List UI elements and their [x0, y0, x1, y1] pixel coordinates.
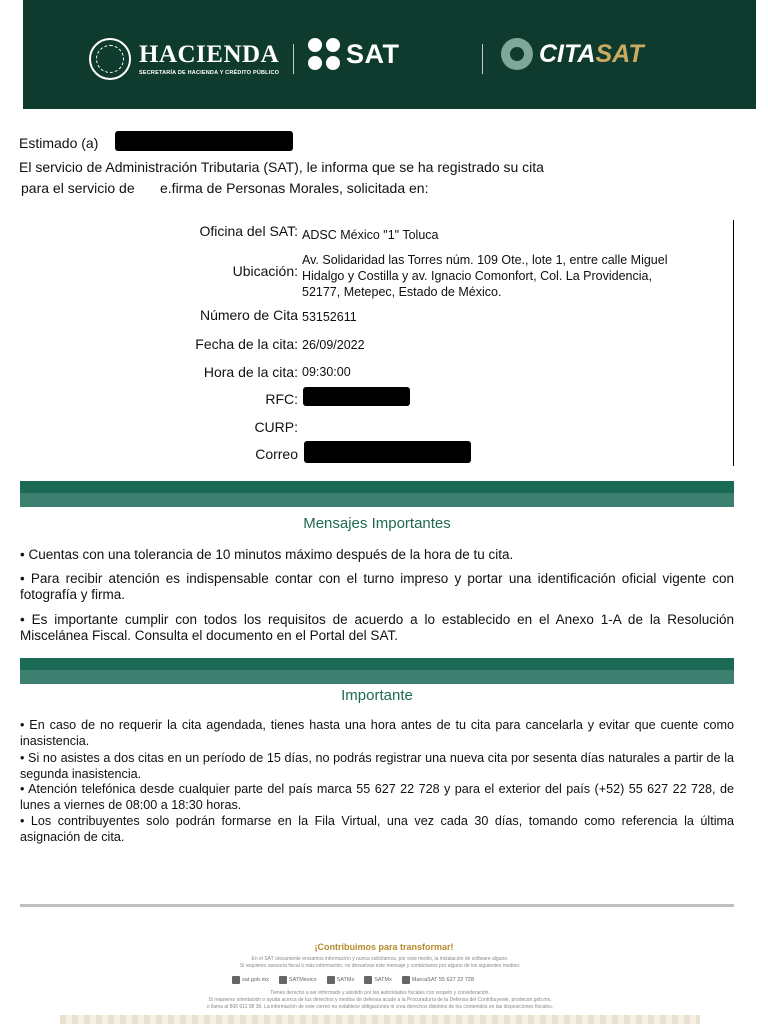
youtube-icon	[364, 976, 372, 984]
intro-line-2a: para el servicio de	[21, 180, 135, 196]
social-facebook[interactable]: SATMexico	[279, 976, 317, 984]
hacienda-name: HACIENDA	[139, 41, 280, 68]
importante-item-4: • Los contribuyentes solo podrán formarse en la Fila Virtual, una vez cada 30 días, tomando como referencia la última asignación de cita.	[20, 814, 734, 844]
hacienda-logo	[89, 38, 279, 80]
social-twitter[interactable]: SATMx	[327, 976, 355, 984]
hora-cita-label: Hora de la cita:	[203, 364, 298, 380]
sat-logo-text: SAT	[346, 38, 400, 69]
social-marcasat[interactable]: MarcaSAT 55 627 22 728	[402, 976, 474, 984]
national-seal-icon	[89, 38, 131, 80]
social-youtube[interactable]: SATMx	[364, 976, 392, 984]
numero-cita-value: 53152611	[302, 310, 357, 324]
footer-note-3: Tienes derecho a ser informado y asistido por las autoridades fiscales con respeto y consideración.	[270, 990, 490, 996]
ubicacion-value	[302, 252, 667, 300]
curp-label: CURP:	[254, 419, 298, 435]
ubicacion-line-1: Av. Solidaridad las Torres núm. 109 Ote., lote 1, entre calle Miguel	[302, 253, 668, 267]
oficina-value: ADSC México "1" Toluca	[302, 228, 439, 242]
section-bar	[20, 658, 734, 670]
redacted-name	[115, 131, 293, 151]
rfc-label: RFC:	[265, 391, 298, 407]
twitter-icon	[327, 976, 335, 984]
footer-divider	[20, 904, 734, 907]
importante-title: Importante	[341, 687, 413, 704]
footer-note-2: Si requieres asesoría fiscal o más información, no devuelvas este mensaje y contáctanos por alguno de los siguientes medios:	[239, 963, 521, 969]
citasat-text-b: SAT	[595, 39, 644, 68]
phone-icon	[402, 976, 410, 984]
intro-line-1: El servicio de Administración Tributaria (SAT), le informa que se ha registrado su cita	[19, 159, 544, 175]
hacienda-subtitle: SECRETARÍA DE HACIENDA Y CRÉDITO PÚBLICO	[139, 70, 280, 76]
footer-note-1: En el SAT únicamente enviamos información y nunca solicitamos, por este medio, la instalación de software alguno.	[251, 956, 509, 962]
details-border	[733, 220, 734, 466]
salutation: Estimado (a)	[19, 135, 99, 151]
fecha-cita-value: 26/09/2022	[302, 338, 365, 352]
ubicacion-line-3: 52177, Metepec, Estado de México.	[302, 285, 502, 299]
section-bar	[20, 481, 734, 493]
mensaje-item-3: • Es importante cumplir con todos los requisitos de acuerdo a lo establecido en el Anexo 1-A de la Resolución Miscelánea Fiscal. Consulta el documento en el Portal del SAT.	[20, 612, 734, 643]
oficina-label: Oficina del SAT:	[199, 223, 298, 239]
citasat-icon	[501, 38, 533, 70]
logo-divider	[293, 44, 294, 74]
hora-cita-value: 09:30:00	[302, 365, 351, 379]
header-banner	[23, 0, 756, 109]
sat-dots-icon	[308, 38, 340, 70]
social-web[interactable]: sat.gob.mx	[232, 976, 269, 984]
section-bar	[20, 493, 734, 507]
correo-label: Correo	[255, 446, 298, 462]
mensaje-item-2: • Para recibir atención es indispensable contar con el turno impreso y portar una identificación oficial vigente con fotografía y firma.	[20, 571, 734, 602]
fecha-cita-label: Fecha de la cita:	[195, 336, 298, 352]
numero-cita-label: Número de Cita	[199, 307, 298, 323]
citasat-logo	[501, 38, 644, 70]
footer-pattern	[60, 1015, 700, 1024]
ubicacion-line-2: Hidalgo y Costilla y av. Ignacio Comonfort, Col. La Providencia,	[302, 269, 652, 283]
web-icon	[232, 976, 240, 984]
redacted-correo	[304, 441, 471, 463]
footer-slogan: ¡Contribuimos para transformar!	[314, 942, 454, 952]
intro-line-2b: e.firma de Personas Morales, solicitada en:	[160, 180, 429, 196]
logo-divider	[482, 44, 483, 74]
mensajes-title: Mensajes Importantes	[303, 515, 451, 532]
importante-item-1: • En caso de no requerir la cita agendada, tienes hasta una hora antes de tu cita para cancelarla y evitar que cuente como inasistencia.	[20, 718, 734, 748]
facebook-icon	[279, 976, 287, 984]
footer-note-5: o llama al 800 611 08 36. La información de este correo no establece obligaciones ni crea derechos distintos de los contenidos en las disposiciones fiscales.	[206, 1004, 554, 1010]
footer-note-4: Si requieres orientación o ayuda acerca de tus derechos y medios de defensa acude a la Procuraduría de la Defensa del Contribuyente, prodecon.gob.mx,	[208, 997, 552, 1003]
redacted-rfc	[303, 387, 410, 406]
social-links	[232, 976, 474, 984]
importante-item-3: • Atención telefónica desde cualquier parte del país marca 55 627 22 728 y para el exterior del país (+52) 55 627 22 728, de lunes a viernes de 08:00 a 18:30 horas.	[20, 782, 734, 812]
importante-item-2: • Si no asistes a dos citas en un período de 15 días, no podrás registrar una nueva cita por sesenta días naturales a partir de la segunda inasistencia.	[20, 751, 734, 781]
mensaje-item-1: • Cuentas con una tolerancia de 10 minutos máximo después de la hora de tu cita.	[20, 547, 514, 562]
section-bar	[20, 670, 734, 684]
citasat-text-a: CITA	[539, 39, 596, 68]
sat-logo	[308, 38, 400, 70]
ubicacion-label: Ubicación:	[232, 263, 298, 279]
